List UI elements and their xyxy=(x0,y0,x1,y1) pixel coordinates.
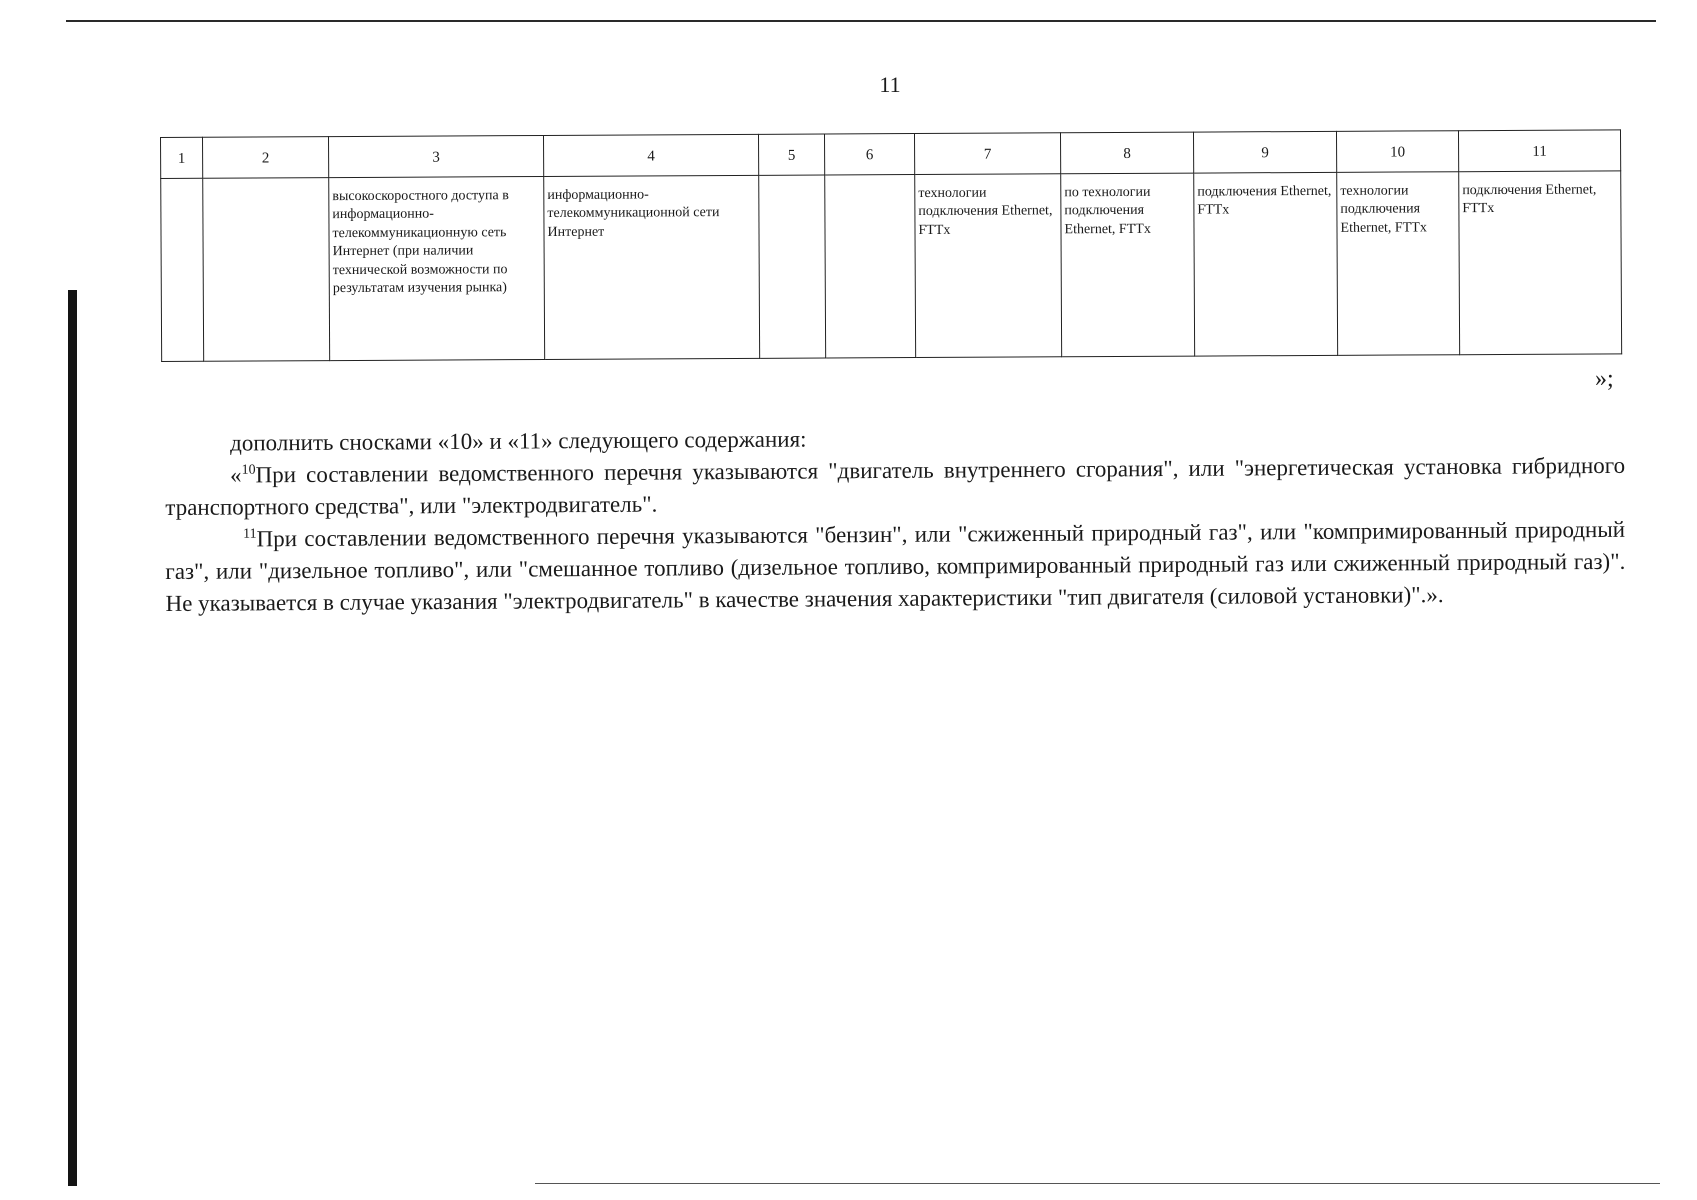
table-header-cell: 10 xyxy=(1336,131,1458,173)
top-rule xyxy=(66,20,1656,22)
table-header-cell: 6 xyxy=(824,134,914,175)
table-row xyxy=(161,171,1622,362)
table-cell xyxy=(825,175,916,358)
table-cell: по технологии подключения Ethernet, FTTx xyxy=(1061,173,1195,357)
footnote-10-mark: 10 xyxy=(241,462,256,478)
table-cell: технологии подключения Ethernet, FTTx xyxy=(915,174,1062,358)
page-number: 11 xyxy=(879,72,901,97)
bottom-rule xyxy=(535,1183,1660,1184)
table xyxy=(160,129,1622,362)
table-header-cell: 1 xyxy=(161,137,203,178)
table-closing-quote: »; xyxy=(1595,366,1614,392)
footnote-11-mark: 11 xyxy=(243,526,257,542)
table-cell xyxy=(203,178,330,362)
table-cell: технологии подключения Ethernet, FTTx xyxy=(1337,172,1460,356)
table-cell xyxy=(161,178,204,361)
table-cell xyxy=(759,175,826,358)
table-header-cell: 4 xyxy=(543,134,758,176)
table-cell: высокоскоростного доступа в информационно-телекоммуникационную сеть Интернет (при наличии технической возможности по результатам изучения рынка) xyxy=(329,176,545,360)
table-cell: информационно-телекоммуникационной сети Интернет xyxy=(544,175,760,359)
footnote-10-paragraph xyxy=(165,450,1625,524)
table-header-cell: 3 xyxy=(329,135,544,177)
footnote-10-text: При составлении ведомственного перечня указываются "двигатель внутреннего сгорания", или "энергетическая установка гибридного транспортного средства", или "электродвигатель". xyxy=(165,452,1626,520)
table-header-cell: 11 xyxy=(1458,130,1620,172)
footnote-11-paragraph xyxy=(165,514,1626,620)
footnote-11-text: При составлении ведомственного перечня указываются "бензин", или "сжиженный природный газ", или "компримированный природный газ", или "дизельное топливо", или "смешанное топливо (дизельное топливо, компримированный природный газ или сжиженный природный газ)". Не указывается в случае указания "электродвигатель" в качестве значения характеристики "тип двигателя (силовой установки)".». xyxy=(165,516,1626,616)
opening-quote: « xyxy=(230,462,242,488)
table-header-cell: 8 xyxy=(1060,132,1193,174)
intro-text: дополнить сносками «10» и «11» следующего содержания: xyxy=(230,426,807,456)
table-cell: подключения Ethernet, FTTx xyxy=(1459,171,1622,355)
scan-edge xyxy=(68,290,77,1186)
table-header-cell: 9 xyxy=(1193,131,1336,173)
table-header-cell: 7 xyxy=(914,133,1060,175)
table-header-cell: 5 xyxy=(758,134,824,175)
table-header-cell: 2 xyxy=(203,137,329,179)
table-cell: подключения Ethernet, FTTx xyxy=(1194,172,1338,356)
